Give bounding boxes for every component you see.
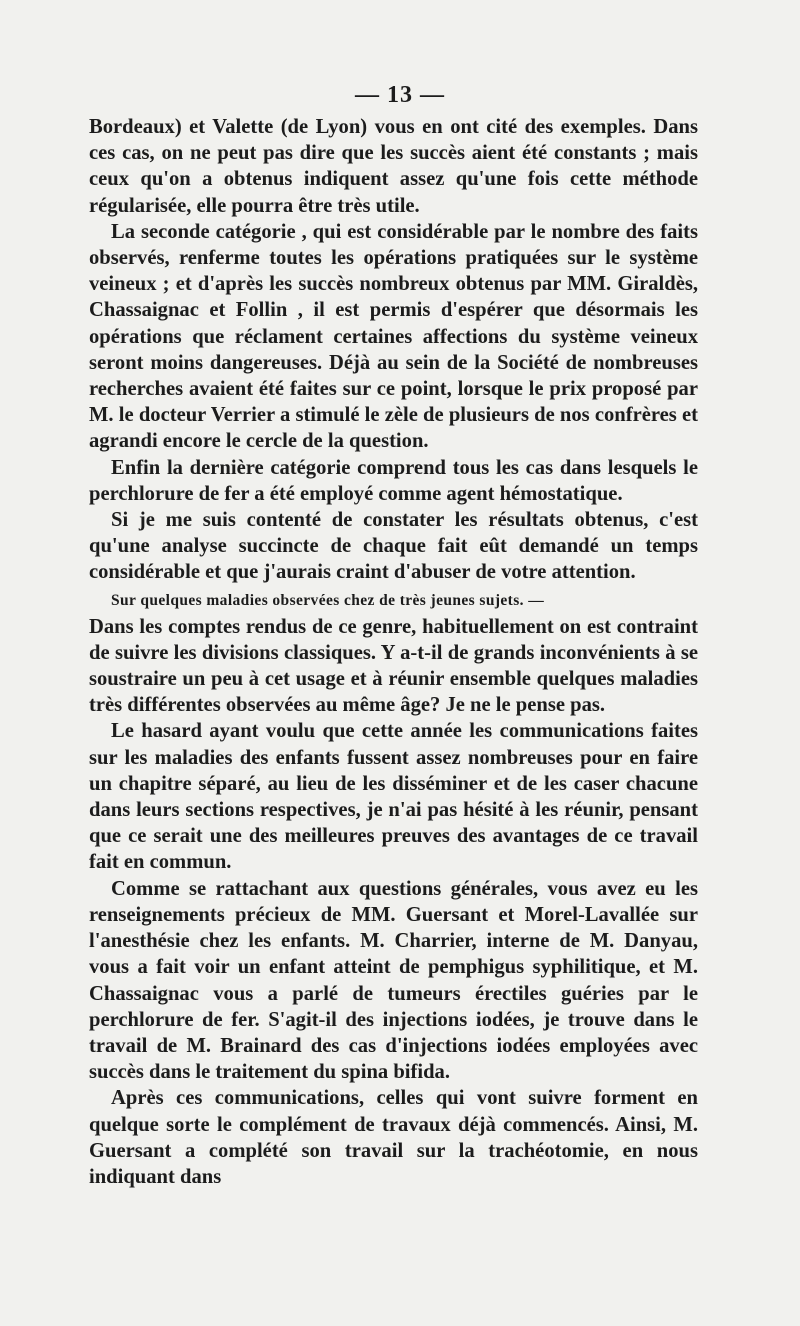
paragraph-3: Enfin la dernière catégorie comprend tous les cas dans lesquels le perchlorure de fer a été employé comme agent hémostatique. xyxy=(89,456,698,505)
paragraph-4: Si je me suis contenté de constater les résultats obtenus, c'est qu'une analyse succincte de chaque fait eût demandé un temps considérable et que j'aurais craint d'abuser de votre attention. xyxy=(89,509,698,584)
section-paragraph-2: Le hasard ayant voulu que cette année les communications faites sur les maladies des enfants fussent assez nombreuses pour en faire un chapitre séparé, au lieu de les disséminer et de les caser chacune dans leurs sections respectives, je n'ai pas hésité à les réunir, pensant que ce serait une des meilleures preuves des avantages de ce travail fait en commun. xyxy=(89,720,698,874)
section-paragraph-1: Dans les comptes rendus de ce genre, habituellement on est contraint de suivre les divisions classiques. Y a-t-il de grands inconvénients à se soustraire un peu à cet usage et à réunir ensemble quelques maladies très différentes observées au même âge? Je ne le pense pas. xyxy=(89,615,698,717)
body-text xyxy=(89,114,698,1190)
paragraph-2: La seconde catégorie , qui est considérable par le nombre des faits observés, renferme toutes les opérations pratiquées sur le système veineux ; et d'après les succès nombreux obtenus par MM. Giraldès, Chassaignac et Follin , il est permis d'espérer que désormais les opérations que réclament certaines affections du système veineux seront moins dangereuses. Déjà au sein de la Société de nombreuses recherches avaient été faites sur ce point, lorsque le prix proposé par M. le docteur Verrier a stimulé le zèle de plusieurs de nos confrères et agrandi encore le cercle de la question. xyxy=(89,220,698,453)
section-paragraph-3: Comme se rattachant aux questions générales, vous avez eu les renseignements précieux de MM. Guersant et Morel-Lavallée sur l'anesthésie chez les enfants. M. Charrier, interne de M. Danyau, vous a fait voir un enfant atteint de pemphigus syphilitique, et M. Chassaignac vous a parlé de tumeurs érectiles guéries par le perchlorure de fer. S'agit-il des injections iodées, je trouve dans le travail de M. Brainard des cas d'injections iodées employées avec succès dans le traitement du spina bifida. xyxy=(89,877,698,1084)
page-number: — 13 — xyxy=(355,82,445,108)
paragraph-1: Bordeaux) et Valette (de Lyon) vous en ont cité des exemples. Dans ces cas, on ne peut pas dire que les succès aient été constants ; mais ceux qu'on a obtenus indiquent assez qu'une fois cette méthode régularisée, elle pourra être très utile. xyxy=(89,116,698,217)
section-paragraph-4: Après ces communications, celles qui vont suivre forment en quelque sorte le complément de travaux déjà commencés. Ainsi, M. Guersant a complété son travail sur la trachéotomie, en nous indiquant dans xyxy=(89,1087,698,1188)
section-heading: Sur quelques maladies observées chez de très jeunes sujets. — xyxy=(111,591,545,609)
